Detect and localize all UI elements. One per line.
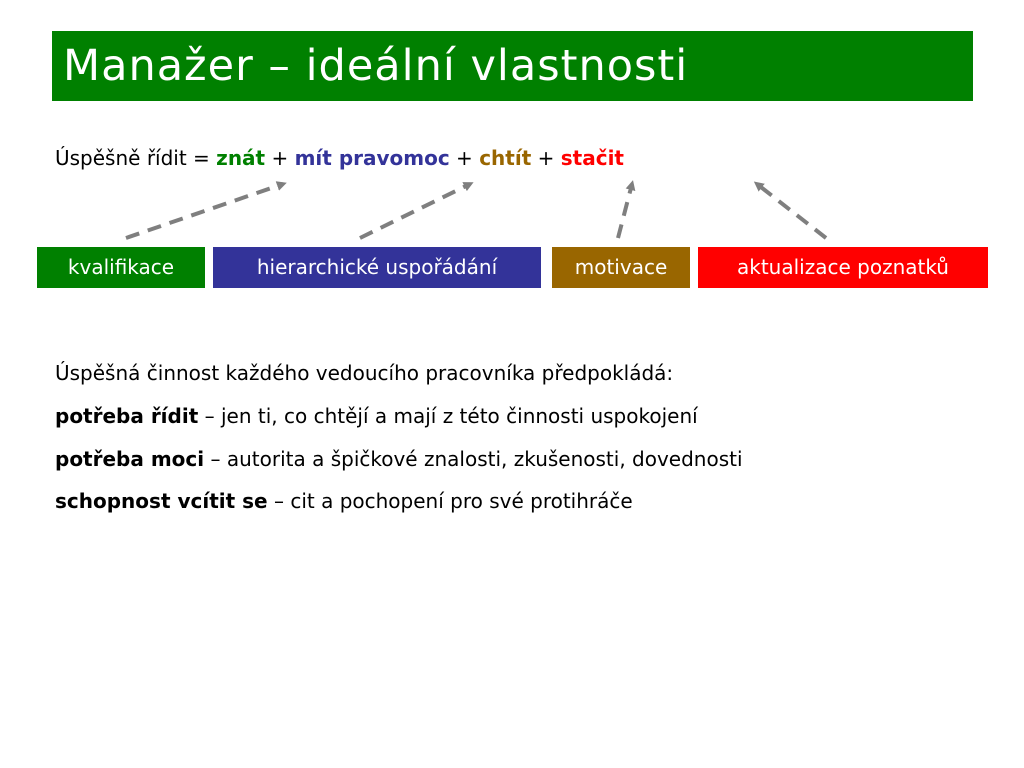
body-item-term: potřeba řídit — [55, 404, 199, 428]
body-item-desc: – autorita a špičkové znalosti, zkušenosti, dovednosti — [204, 447, 743, 471]
body-item — [55, 444, 743, 474]
body-item-desc: – jen ti, co chtějí a mají z této činnosti uspokojení — [198, 404, 698, 428]
box-motivace — [552, 247, 690, 288]
formula-plus: + — [265, 146, 295, 170]
formula-plus: + — [531, 146, 561, 170]
box-label: kvalifikace — [67, 255, 175, 279]
body-item-desc: – cit a pochopení pro své protihráče — [267, 489, 633, 513]
body-intro: Úspěšná činnost každého vedoucího pracovníka předpokládá: — [55, 361, 674, 385]
box-kvalifikace — [37, 247, 205, 288]
box-label: aktualizace poznatků — [737, 255, 949, 279]
arrow-kvalifikace — [126, 184, 283, 238]
formula-term-znat: znát — [216, 146, 266, 170]
formula-term-mit-pravomoc: mít pravomoc — [294, 146, 450, 170]
body-item — [55, 401, 698, 431]
box-aktualizace-poznatku — [698, 247, 988, 288]
slide-title: Manažer – ideální vlastnosti — [63, 41, 689, 91]
box-hierarchicke-usporadani — [213, 247, 541, 288]
arrow-hierarchicke — [360, 184, 470, 238]
body-item — [55, 486, 633, 516]
arrow-aktualizace — [757, 184, 826, 238]
formula-lead: Úspěšně řídit = — [55, 146, 217, 170]
formula-plus: + — [449, 146, 480, 170]
box-label: hierarchické uspořádání — [256, 255, 498, 279]
body-item-term: schopnost vcítit se — [55, 489, 268, 513]
formula-term-stacit: stačit — [560, 146, 624, 170]
body-item-term: potřeba moci — [55, 447, 205, 471]
box-label: motivace — [574, 255, 668, 279]
arrow-motivace — [618, 184, 632, 238]
formula-term-chtit: chtít — [479, 146, 532, 170]
